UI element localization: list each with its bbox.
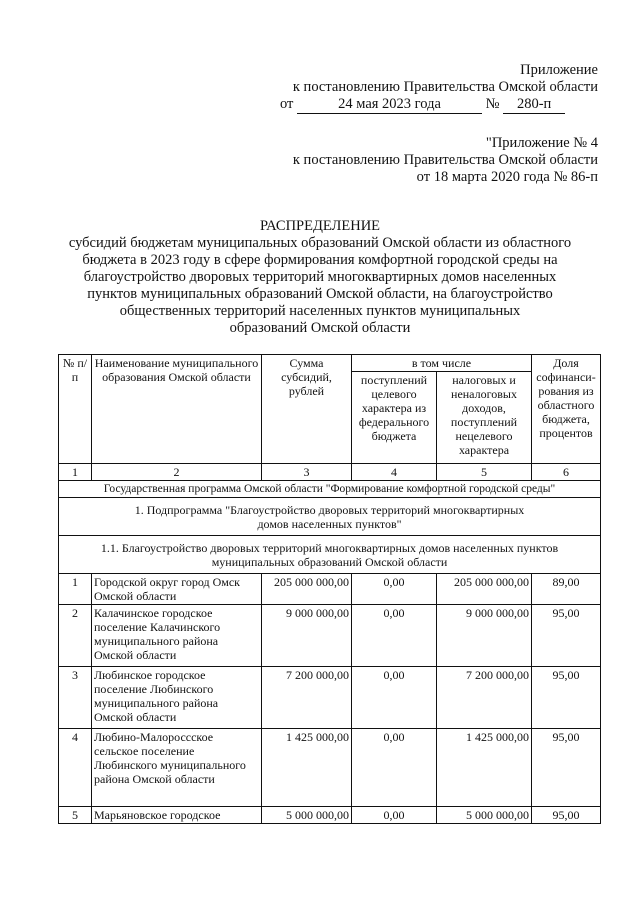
decree-date-line: [280, 96, 600, 114]
header-including: в том числе: [352, 355, 532, 372]
col-number-2: 2: [92, 464, 262, 481]
row-municipality: Марьяновское городское: [92, 807, 262, 824]
row-municipality: Любино-Малороссское сельское поселение Любинского муниципального района Омской области: [92, 729, 262, 807]
table-row: [59, 667, 601, 729]
row-federal: 0,00: [352, 807, 437, 824]
row-sum: 5 000 000,00: [262, 807, 352, 824]
date-prefix: от: [280, 96, 294, 112]
row-number: 4: [59, 729, 92, 807]
row-number: 5: [59, 807, 92, 824]
row-tax: 205 000 000,00: [437, 574, 532, 605]
col-number-6: 6: [532, 464, 601, 481]
col-number-1: 1: [59, 464, 92, 481]
header-num: № п/п: [59, 355, 92, 464]
document-heading: РАСПРЕДЕЛЕНИЕ: [259, 218, 381, 234]
header-federal: поступлений целевого характера из федерального бюджета: [352, 372, 437, 464]
title-line-6: образований Омской области: [229, 320, 411, 336]
row-sum: 9 000 000,00: [262, 605, 352, 667]
table-row: [59, 729, 601, 807]
col-number-3: 3: [262, 464, 352, 481]
row-number: 3: [59, 667, 92, 729]
row-tax: 5 000 000,00: [437, 807, 532, 824]
table-row: [59, 605, 601, 667]
decree-date: 24 мая 2023 года: [297, 96, 482, 114]
decree-number: 280-п: [503, 96, 565, 114]
row-tax: 7 200 000,00: [437, 667, 532, 729]
row-federal: 0,00: [352, 667, 437, 729]
appendix-label: Приложение: [520, 62, 598, 78]
reference-decree-line: к постановлению Правительства Омской области: [292, 152, 598, 168]
header-sum: Сумма субсидий, рублей: [262, 355, 352, 464]
row-share: 89,00: [532, 574, 601, 605]
appendix-decree-line: к постановлению Правительства Омской области: [292, 79, 598, 95]
reference-decree-date: от 18 марта 2020 года № 86-п: [416, 169, 598, 185]
col-number-5: 5: [437, 464, 532, 481]
header-name: Наименование муниципального образования Омской области: [92, 355, 262, 464]
subsidy-distribution-table: [58, 354, 601, 824]
title-line-5: общественных территорий населенных пунктов муниципальных: [119, 303, 521, 319]
title-line-3: благоустройство дворовых территорий многоквартирных домов населенных: [83, 269, 557, 285]
row-sum: 205 000 000,00: [262, 574, 352, 605]
row-federal: 0,00: [352, 574, 437, 605]
row-sum: 7 200 000,00: [262, 667, 352, 729]
row-tax: 9 000 000,00: [437, 605, 532, 667]
table-row: [59, 807, 601, 824]
row-share: 95,00: [532, 667, 601, 729]
row-share: 95,00: [532, 729, 601, 807]
subprogram-row: 1. Подпрограмма "Благоустройство дворовых территорий многоквартирных домов населенных пунктов": [59, 498, 601, 536]
title-line-4: пунктов муниципальных образований Омской области, на благоустройство: [87, 286, 553, 302]
row-municipality: Любинское городское поселение Любинского муниципального района Омской области: [92, 667, 262, 729]
row-number: 2: [59, 605, 92, 667]
reference-appendix-label: "Приложение № 4: [485, 135, 598, 151]
row-tax: 1 425 000,00: [437, 729, 532, 807]
row-federal: 0,00: [352, 605, 437, 667]
header-tax: налоговых и неналоговых доходов, поступлений нецелевого характера: [437, 372, 532, 464]
number-sign: №: [485, 96, 500, 112]
row-share: 95,00: [532, 807, 601, 824]
row-number: 1: [59, 574, 92, 605]
table-row: [59, 574, 601, 605]
row-share: 95,00: [532, 605, 601, 667]
row-municipality: Городской округ город Омск Омской области: [92, 574, 262, 605]
program-row: Государственная программа Омской области "Формирование комфортной городской среды": [59, 481, 601, 498]
title-line-2: бюджета в 2023 году в сфере формирования комфортной городской среды на: [82, 252, 558, 268]
header-share: Доля софинанси-рования из областного бюджета, процентов: [532, 355, 601, 464]
row-municipality: Калачинское городское поселение Калачинского муниципального района Омской области: [92, 605, 262, 667]
row-sum: 1 425 000,00: [262, 729, 352, 807]
row-federal: 0,00: [352, 729, 437, 807]
section-row: 1.1. Благоустройство дворовых территорий многоквартирных домов населенных пунктов муниципальных образований Омской области: [59, 536, 601, 574]
col-number-4: 4: [352, 464, 437, 481]
title-line-1: субсидий бюджетам муниципальных образований Омской области из областного: [68, 235, 572, 251]
